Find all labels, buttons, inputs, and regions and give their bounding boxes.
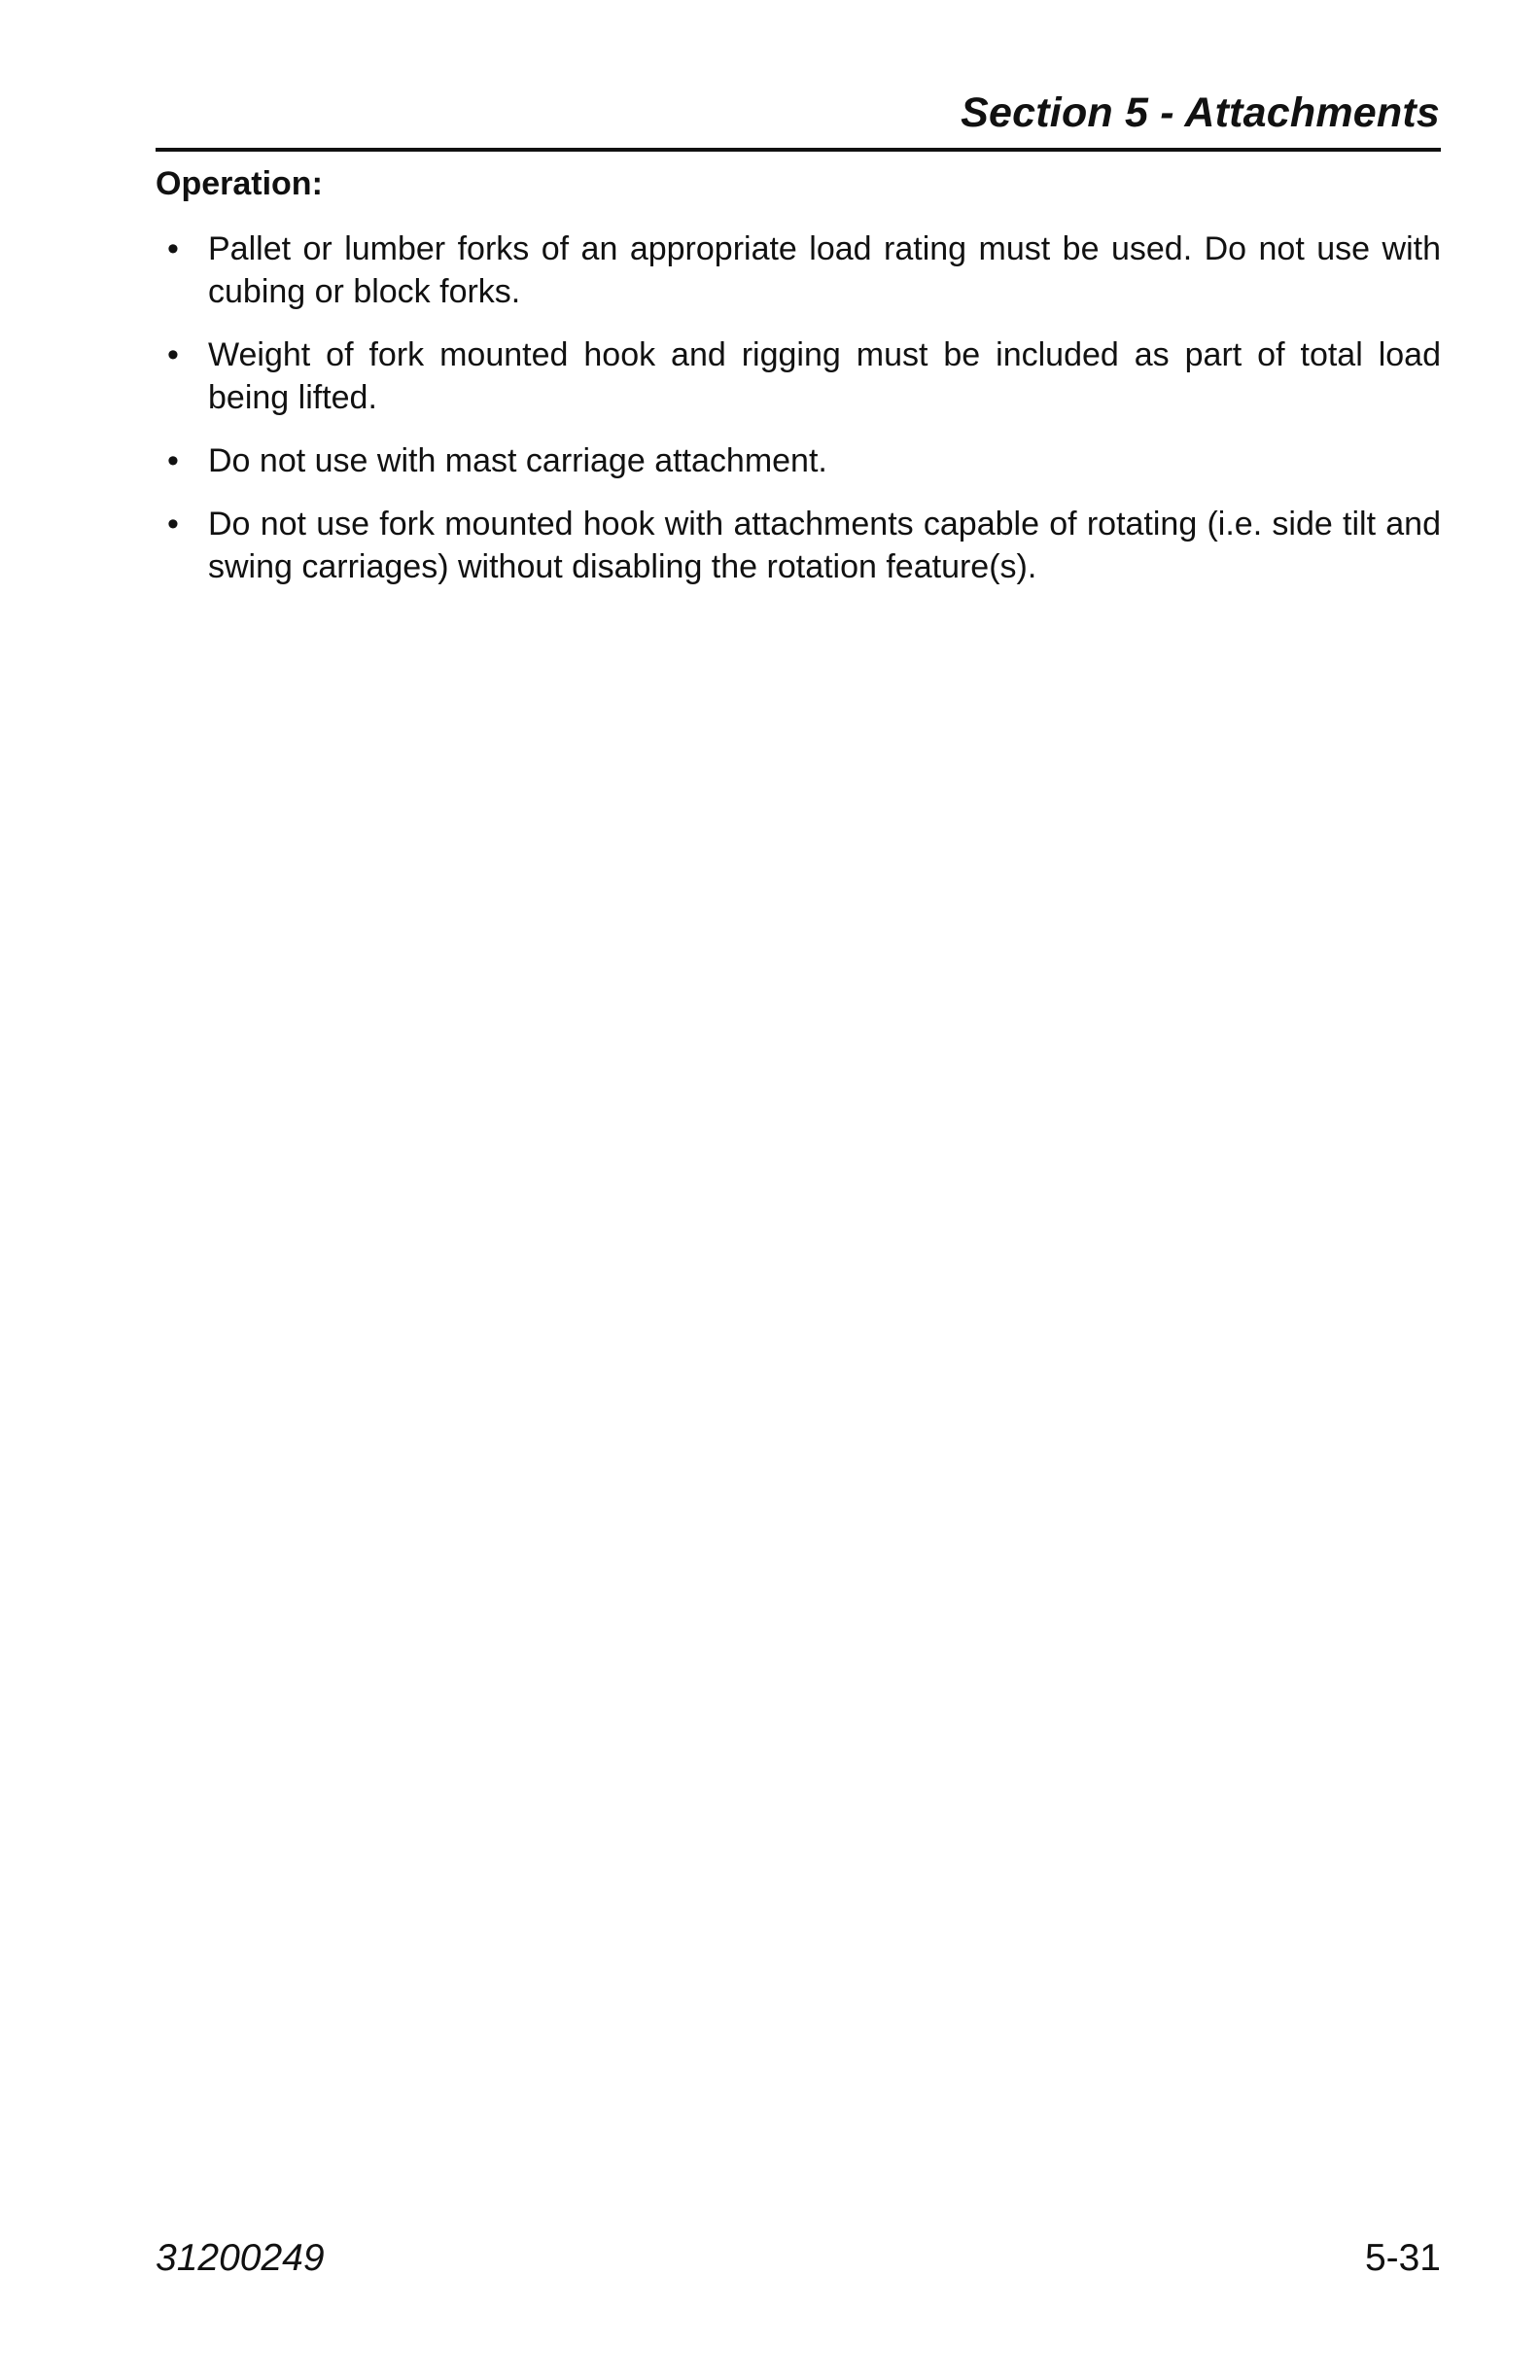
operation-subheading: Operation: [156, 165, 323, 202]
header-divider [156, 148, 1441, 152]
page-number: 5-31 [1364, 2237, 1441, 2279]
bullet-item [156, 439, 1441, 482]
bullet-text: Pallet or lumber forks of an appropriate load rating must be used. Do not use with cubing or block forks. [208, 230, 1441, 310]
bullet-text: Do not use with mast carriage attachment. [208, 442, 827, 479]
bullet-item [156, 333, 1441, 419]
bullet-text: Do not use fork mounted hook with attachments capable of rotating (i.e. side tilt and swing carriages) without disabling the rotation feature(s). [208, 506, 1441, 585]
bullet-icon: • [167, 442, 179, 479]
bullet-icon: • [167, 506, 179, 542]
bullet-item [156, 228, 1441, 313]
bullet-icon: • [167, 230, 179, 267]
bullet-item [156, 503, 1441, 588]
section-title: Section 5 - Attachments [961, 89, 1440, 136]
document-number: 31200249 [156, 2237, 325, 2279]
bullet-icon: • [167, 336, 179, 373]
bullet-text: Weight of fork mounted hook and rigging must be included as part of total load being lifted. [208, 336, 1441, 416]
operation-bullet-list [156, 228, 1441, 609]
